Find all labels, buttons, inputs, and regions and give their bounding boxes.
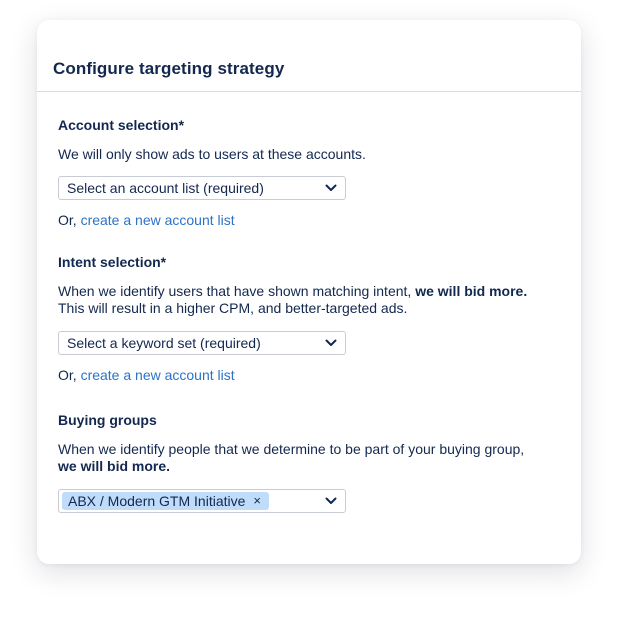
account-selection-description: We will only show ads to users at these accounts. — [58, 146, 366, 162]
intent-selection-create-line — [58, 367, 235, 384]
intent-description-suffix: This will result in a higher CPM, and better-targeted ads. — [58, 300, 408, 316]
card-header — [37, 20, 581, 92]
buying-group-tag — [62, 492, 269, 510]
buying-groups-description — [58, 441, 558, 475]
chevron-down-icon — [325, 338, 337, 348]
buying-group-tag-label: ABX / Modern GTM Initiative — [68, 493, 246, 509]
intent-description-bold: we will bid more. — [415, 283, 528, 299]
chevron-down-icon — [325, 496, 337, 506]
create-account-list-link[interactable]: create a new account list — [80, 212, 235, 228]
account-list-select[interactable] — [58, 176, 346, 200]
create-account-list-link[interactable]: create a new account list — [80, 367, 235, 383]
account-list-select-value: Select an account list (required) — [67, 180, 264, 196]
intent-selection-title: Intent selection* — [58, 254, 167, 270]
account-selection-title: Account selection* — [58, 117, 185, 133]
buying-groups-title: Buying groups — [58, 412, 157, 428]
intent-selection-description — [58, 283, 558, 317]
targeting-strategy-card — [37, 20, 581, 564]
intent-description-prefix: When we identify users that have shown matching intent, — [58, 283, 416, 299]
chevron-down-icon — [325, 183, 337, 193]
buying-groups-multiselect[interactable] — [58, 489, 346, 513]
account-selection-create-line — [58, 212, 235, 229]
close-icon[interactable]: × — [253, 493, 261, 508]
buying-groups-description-bold: we will bid more. — [58, 458, 171, 474]
or-prefix: Or, — [58, 367, 81, 383]
or-prefix: Or, — [58, 212, 81, 228]
keyword-set-select-value: Select a keyword set (required) — [67, 335, 261, 351]
keyword-set-select[interactable] — [58, 331, 346, 355]
page-title: Configure targeting strategy — [53, 59, 285, 78]
buying-groups-description-prefix: When we identify people that we determine to be part of your buying group, — [58, 441, 525, 457]
